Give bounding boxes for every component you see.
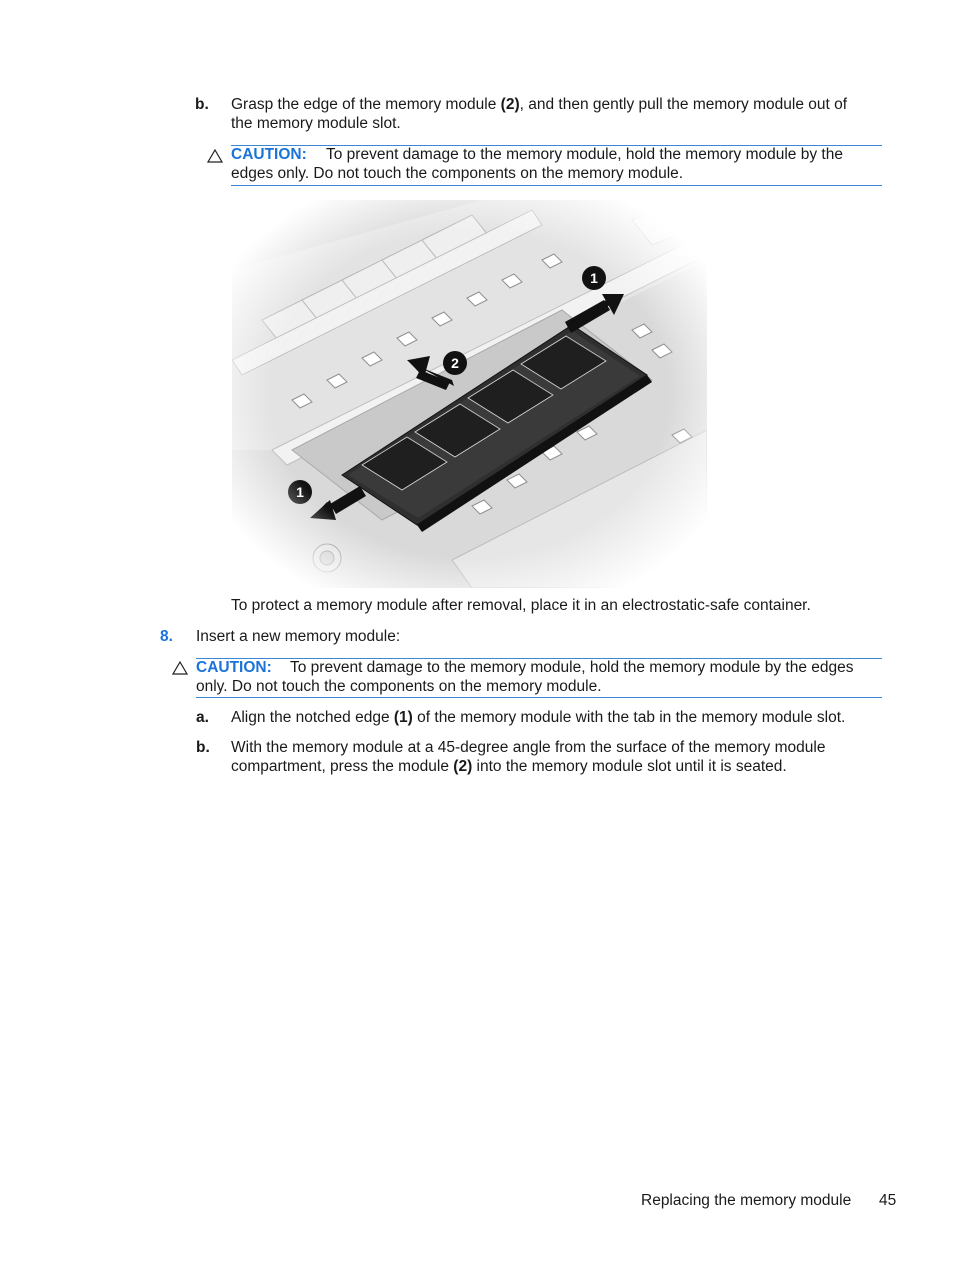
step-text xyxy=(231,708,845,727)
caution-triangle-icon xyxy=(207,149,223,163)
footer-section-title: Replacing the memory module xyxy=(641,1192,852,1209)
caution-text-line: To prevent damage to the memory module, hold the memory module by the edges xyxy=(290,659,854,676)
caution-text-line: To prevent damage to the memory module, hold the memory module by the xyxy=(326,146,843,163)
callout-ref: (2) xyxy=(500,96,520,113)
step-text-part: into the memory module slot until it is seated. xyxy=(472,758,787,775)
step-text-part: compartment, press the module xyxy=(231,758,454,775)
callout-ref: (1) xyxy=(393,709,413,726)
caution-bottom-rule xyxy=(196,697,882,698)
caution-triangle-icon xyxy=(172,661,188,675)
callout-ref: (2) xyxy=(453,758,473,775)
step-label: b. xyxy=(195,96,209,113)
caution-text-line: only. Do not touch the components on the memory module. xyxy=(196,678,602,695)
step-text-part: of the memory module with the tab in the memory module slot. xyxy=(412,709,846,726)
step-text-part: , and then gently pull the memory module out of xyxy=(519,96,848,113)
step-text xyxy=(231,95,847,114)
step-text-part: Grasp the edge of the memory module xyxy=(231,96,501,113)
step-label: a. xyxy=(196,709,209,726)
step-text-line: the memory module slot. xyxy=(231,115,401,132)
caution-bottom-rule xyxy=(231,185,882,186)
step-text-line: With the memory module at a 45-degree angle from the surface of the memory module xyxy=(231,739,826,756)
step-text-part: Align the notched edge xyxy=(231,709,394,726)
step-number: 8. xyxy=(160,628,173,645)
memory-module-removal-illustration xyxy=(232,200,707,588)
step-text xyxy=(231,757,787,776)
caution-label: CAUTION: xyxy=(196,659,272,676)
step-text: Insert a new memory module: xyxy=(196,628,401,645)
page-number: 45 xyxy=(879,1192,897,1209)
paragraph: To protect a memory module after removal, place it in an electrostatic-safe container. xyxy=(231,597,811,614)
caution-label: CAUTION: xyxy=(231,146,307,163)
caution-text-line: edges only. Do not touch the components on the memory module. xyxy=(231,165,684,182)
step-label: b. xyxy=(196,739,210,756)
